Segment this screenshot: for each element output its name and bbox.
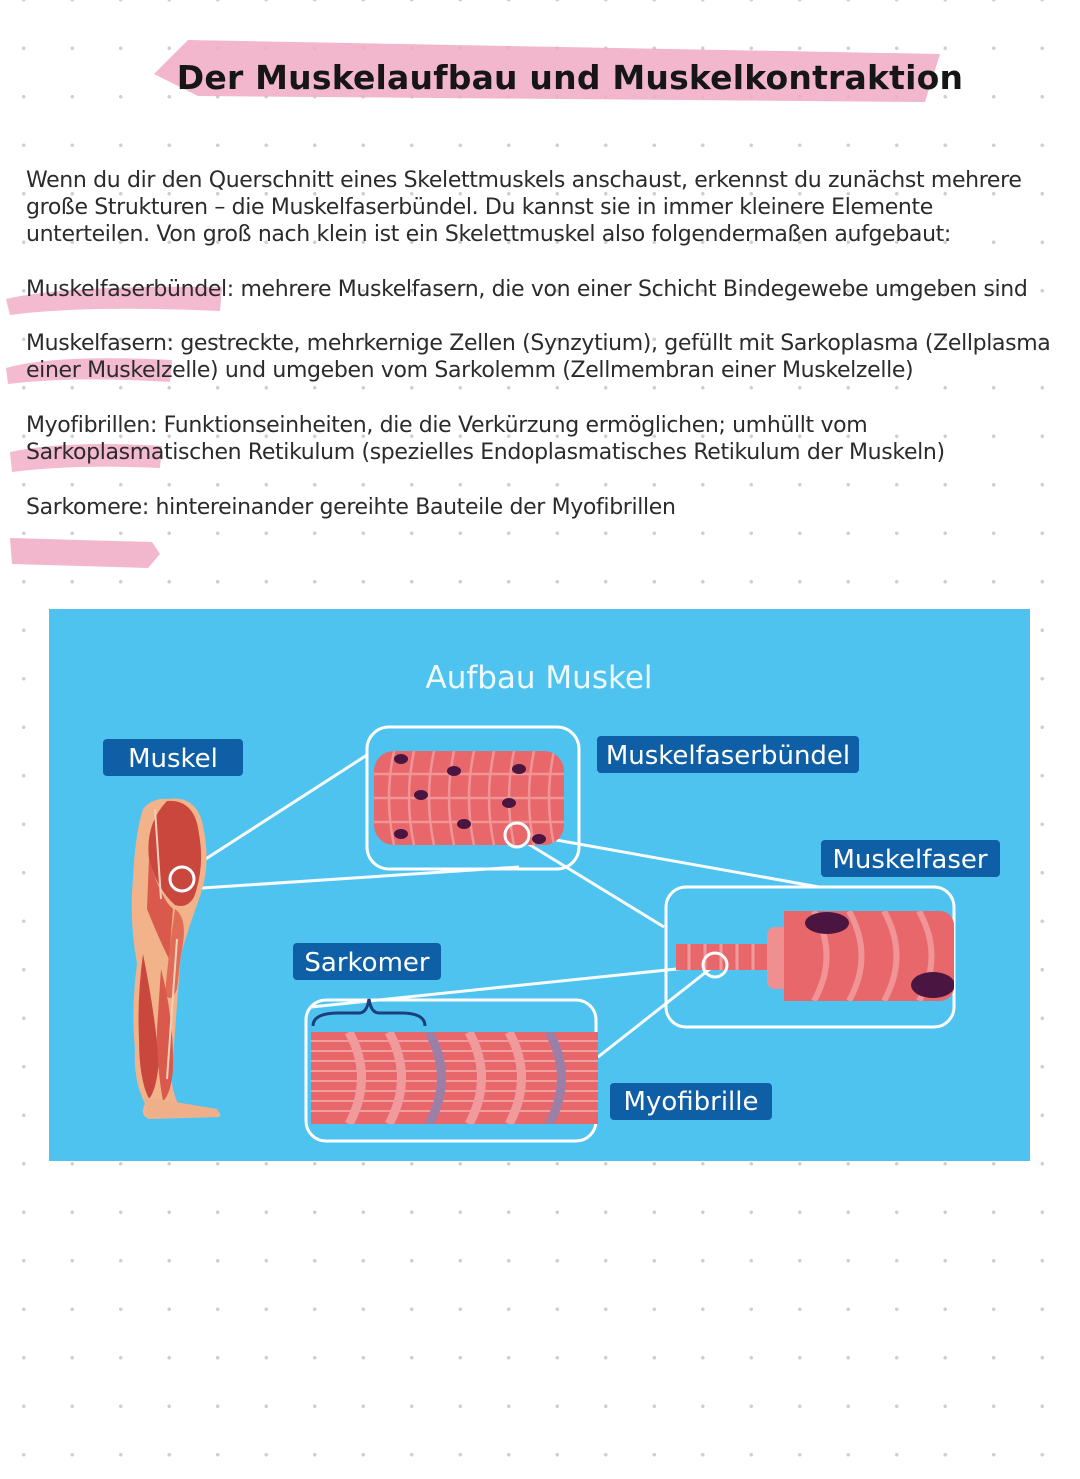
intro-line-2: große Strukturen – die Muskelfaserbündel. Du kannst sie in immer kleinere Elemente bbox=[26, 195, 933, 220]
svg-text:Myofibrille: Myofibrille bbox=[623, 1087, 759, 1117]
definition-myofibril-line-1: Myofibrillen: Funktionseinheiten, die die Verkürzung ermöglichen; umhüllt vom bbox=[26, 413, 868, 438]
svg-text:Muskelfaser: Muskelfaser bbox=[832, 845, 988, 875]
label-muscle bbox=[103, 739, 243, 776]
intro-line-3: unterteilen. Von groß nach klein ist ein Skelettmuskel also folgendermaßen aufgebaut: bbox=[26, 222, 951, 247]
definition-fiber-line-2: einer Muskelzelle) und umgeben vom Sarkolemm (Zellmembran einer Muskelzelle) bbox=[26, 358, 914, 383]
svg-text:Muskelfaserbündel: Muskelfaserbündel bbox=[605, 741, 851, 771]
definition-myofibril-line-2: Sarkoplasmatischen Retikulum (spezielles Endoplasmatisches Retikulum der Muskeln) bbox=[26, 440, 945, 465]
myofibril-illustration bbox=[311, 1032, 598, 1124]
page-title: Der Muskelaufbau und Muskelkontraktion bbox=[176, 58, 964, 97]
muscle-structure-diagram bbox=[49, 609, 1030, 1161]
highlight-mark-sarcomere bbox=[6, 534, 162, 572]
svg-text:Sarkomer: Sarkomer bbox=[304, 948, 430, 978]
svg-text:Muskel: Muskel bbox=[128, 744, 218, 774]
label-myofibril bbox=[610, 1083, 772, 1120]
diagram-title: Aufbau Muskel bbox=[425, 660, 653, 696]
label-fiber bbox=[821, 840, 1000, 877]
definition-fiber-line-1: Muskelfasern: gestreckte, mehrkernige Zellen (Synzytium), gefüllt mit Sarkoplasma (Zellplasma bbox=[26, 331, 1051, 356]
definition-bundle: Muskelfaserbündel: mehrere Muskelfasern, die von einer Schicht Bindegewebe umgeben sind bbox=[26, 277, 1028, 302]
definition-sarcomere: Sarkomere: hintereinander gereihte Bauteile der Myofibrillen bbox=[26, 495, 676, 520]
intro-line-1: Wenn du dir den Querschnitt eines Skelettmuskels anschaust, erkennst du zunächst mehrere bbox=[26, 168, 1022, 193]
label-bundle bbox=[597, 736, 859, 773]
bundle-illustration bbox=[374, 751, 564, 845]
label-sarcomere bbox=[293, 943, 441, 980]
